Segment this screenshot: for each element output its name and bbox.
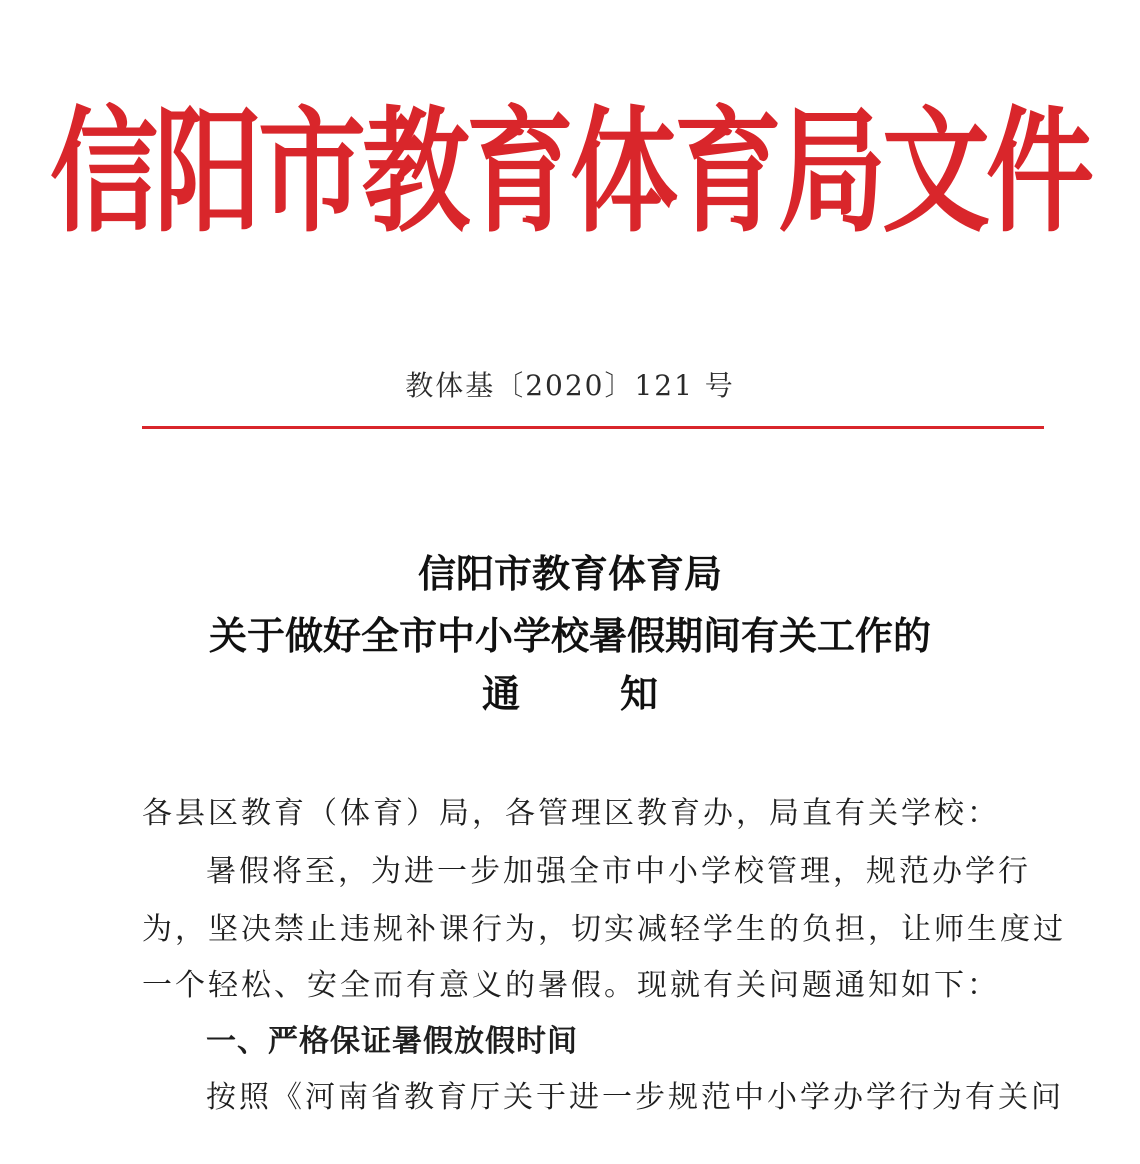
- section-1-heading: 一、严格保证暑假放假时间: [206, 1024, 578, 1059]
- paragraph-1-line-2: 为，坚决禁止违规补课行为，切实减轻学生的负担，让师生度过: [142, 912, 1066, 947]
- title-issuer: 信阳市教育体育局: [417, 551, 722, 596]
- title-notice-char-2: 知: [620, 671, 659, 716]
- title-subject: 关于做好全市中小学校暑假期间有关工作的: [208, 613, 931, 658]
- title-notice-char-1: 通: [481, 671, 520, 716]
- paragraph-2-line-1: 按照《河南省教育厅关于进一步规范中小学办学行为有关问: [206, 1080, 1064, 1115]
- title-notice: [0, 668, 1140, 720]
- addressee-line: 各县区教育（体育）局，各管理区教育办，局直有关学校：: [142, 796, 1000, 831]
- paragraph-1-line-1: 暑假将至，为进一步加强全市中小学校管理，规范办学行: [206, 854, 1031, 889]
- red-divider-rule: [142, 426, 1044, 429]
- document-number: 教体基〔2020〕121 号: [405, 369, 735, 402]
- paragraph-1-line-3: 一个轻松、安全而有意义的暑假。现就有关问题通知如下：: [142, 968, 1000, 1003]
- document-masthead: 信阳市教育体育局文件: [49, 95, 1090, 252]
